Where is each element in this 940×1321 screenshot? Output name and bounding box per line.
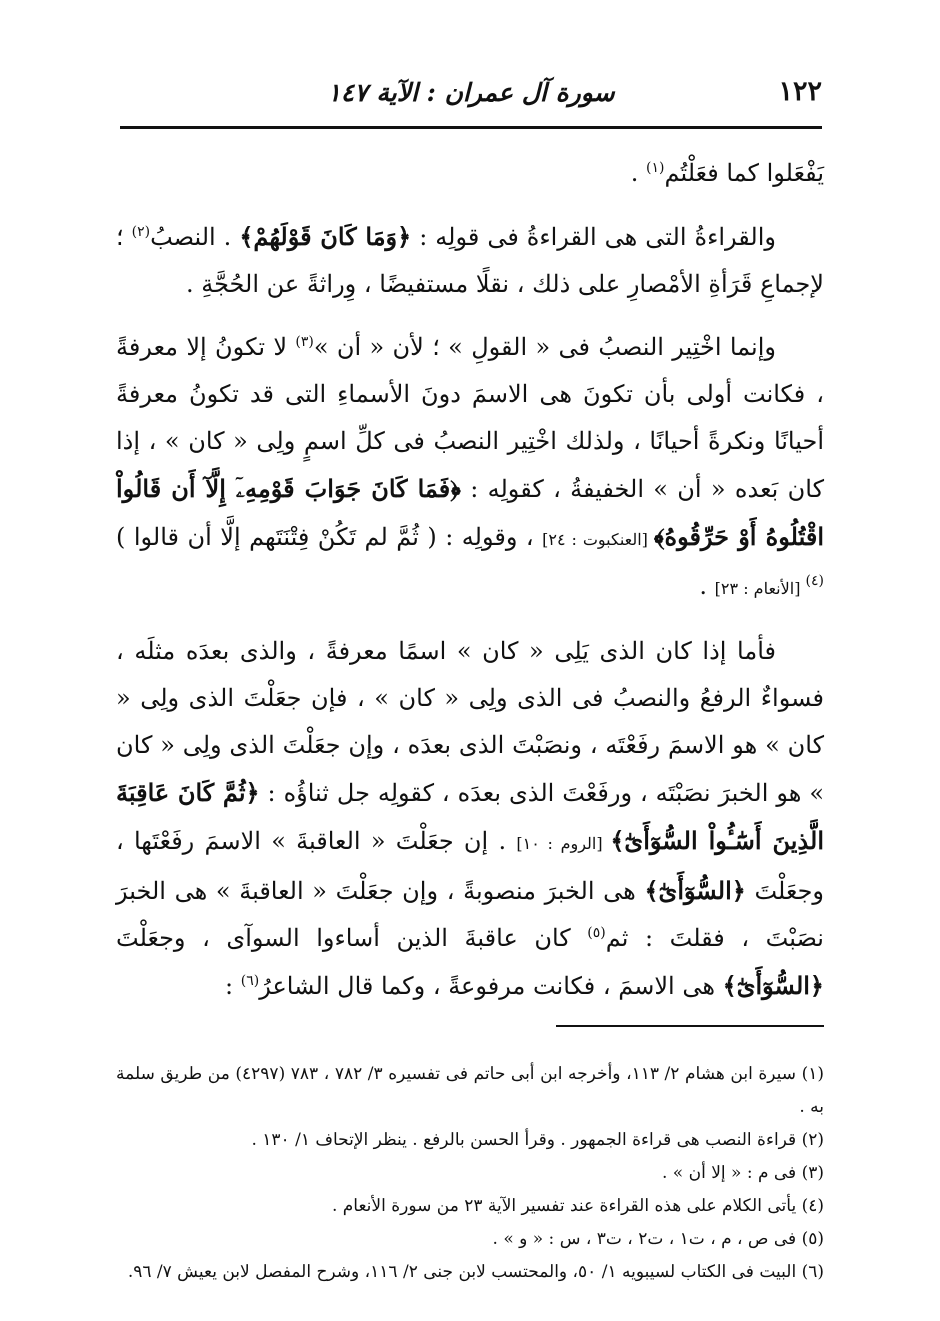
header-rule [120,126,822,129]
text-segment: وإنما اخْتِير النصبُ فى « القولِ » ؛ لأن « أن » [313,333,776,361]
text-segment: كان عاقبةَ الذين أساءوا السوآى ، وجعَلْتَ [116,924,588,952]
footnote-4: (٤) يأتى الكلام على هذه القراءة عند تفسير الآية ٢٣ من سورة الأنعام . [331,1196,824,1216]
verse-reference: [الروم : ١٠] [516,834,611,853]
footnote-2: (٢) قراءة النصب هى قراءة الجمهور . وقرأ الحسن بالرفع . ينظر الإتحاف ١/ ١٣٠ . [251,1130,824,1150]
page-header [120,76,822,124]
footnote-marker: (٢) [131,224,151,240]
footnotes [116,1058,824,1289]
running-title: سورة آل عمران : الآية ١٤٧ [327,78,615,107]
text-segment: هى الاسمَ ، فكانت مرفوعةً ، وكما قال الشاعرُ [259,972,723,1000]
footnote-marker: (٤) [805,573,824,589]
text-segment: والقراءةُ التى هى القراءةُ فى قولِه : [411,223,776,251]
text-segment: . النصبُ [150,223,240,251]
text-segment: : [225,972,241,1000]
quran-quote: ﴿السُّوٓأَىٰٓ﴾ [722,971,824,1000]
verse-reference: [العنكبوت : ٢٤] [542,530,654,549]
main-text [116,150,824,1010]
paragraph-1 [116,150,824,197]
footnote-3: (٣) فى م : « إلا أن » . [661,1163,824,1183]
footnote-5: (٥) فى ص ، م ، ت١ ، ت٢ ، ت٣ ، س : « و » . [492,1229,824,1249]
text-segment: . إن جعَلْتَ « العاقبةَ » الاسمَ رفَعْتَها ، وجعَلْتَ [116,827,824,905]
page-number: ١٢٢ [778,76,822,107]
text-segment: يَفْعَلوا كما فعَلْتُم [664,159,824,187]
verse-reference: [الأنعام : ٢٣] [714,579,806,598]
text-segment: فأما إذا كان الذى يَلِى « كان » اسمًا معرفةً ، والذى بعدَه مثلَه ، فسواءٌ الرفعُ والنصبُ فى الذى ولِى « كان » ، فإن جعَلْتَ الذى ولِى « كان » هو الاسمَ رفَعْتَه ، ونصَبْتَ الذى بعدَه ، وإن جعَلْتَ الذى ولِى « كان » هو الخبرَ نصَبْتَه ، ورفَعْتَ الذى بعدَه ، كقولِه جل ثناؤُه : [116,637,825,807]
footnote-separator [556,1025,824,1027]
text-segment: ، وقولِه : [436,523,543,551]
paragraph-3 [116,324,824,612]
text-segment: . [699,572,715,600]
quran-reading: ( ثُمَّ لم تَكُنْ فِتْنَتَهم إلَّا أن قالوا ) [116,523,437,551]
paragraph-4 [116,628,824,1010]
text-segment: هى الخبرَ منصوبةً ، وإن جعَلْتَ « العاقبةَ » هى الخبرَ نصَبْتَ ، فقلتَ : ثم [116,877,824,952]
quran-quote: ﴿فَمَا كَانَ جَوَابَ قَوْمِهِۦٓ إِلَّآ أَن قَالُواْ اقْتُلُوهُ أَوْ حَرِّقُوهُ﴾ [116,474,824,551]
quran-quote: ﴿السُّوٓأَىٰٓ﴾ [644,876,746,905]
text-segment: ؛ لإجماعِ قَرَأةِ الأمْصارِ على ذلك ، نقلًا مستفيضًا ، وِراثةً عن الحُجَّةِ . [116,223,824,298]
footnote-6: (٦) البيت فى الكتاب لسيبويه ١/ ٥٠، والمحتسب لابن جنى ٢/ ١١٦، وشرح المفصل لابن يعيش ٧/ ٩٦. [127,1262,824,1282]
quran-quote: ﴿وَمَا كَانَ قَوْلَهُمْ﴾ [239,222,412,251]
footnote-marker: (٣) [295,334,314,350]
quran-quote: ﴿ثُمَّ كَانَ عَاقِبَةَ الَّذِينَ أَسَٰٓـُٔواْ السُّوٓأَىٰٓ﴾ [116,778,825,855]
footnote-marker: (١) [646,160,665,176]
text-segment: . [630,159,647,187]
footnote-marker: (٥) [587,925,606,941]
text-segment: لا تكونُ إلا معرفةً ، فكانت أولى بأن تكونَ هى الاسمَ دونَ الأسماءِ التى قد تكونُ معرفةً أحيانًا ونكرةً أحيانًا ، ولذلك اخْتِير النصبُ فى كلِّ اسمٍ ولِى « كان » ، إذا كان بَعده « أن » الخفيفةُ ، كقولِه : [116,333,824,503]
paragraph-2 [116,213,824,308]
footnote-1: (١) سيرة ابن هشام ٢/ ١١٣، وأخرجه ابن أبى حاتم فى تفسيره ٣/ ٧٨٢ ، ٧٨٣ (٤٢٩٧) من طريق سلمة به . [116,1064,825,1117]
footnote-marker: (٦) [240,973,260,989]
